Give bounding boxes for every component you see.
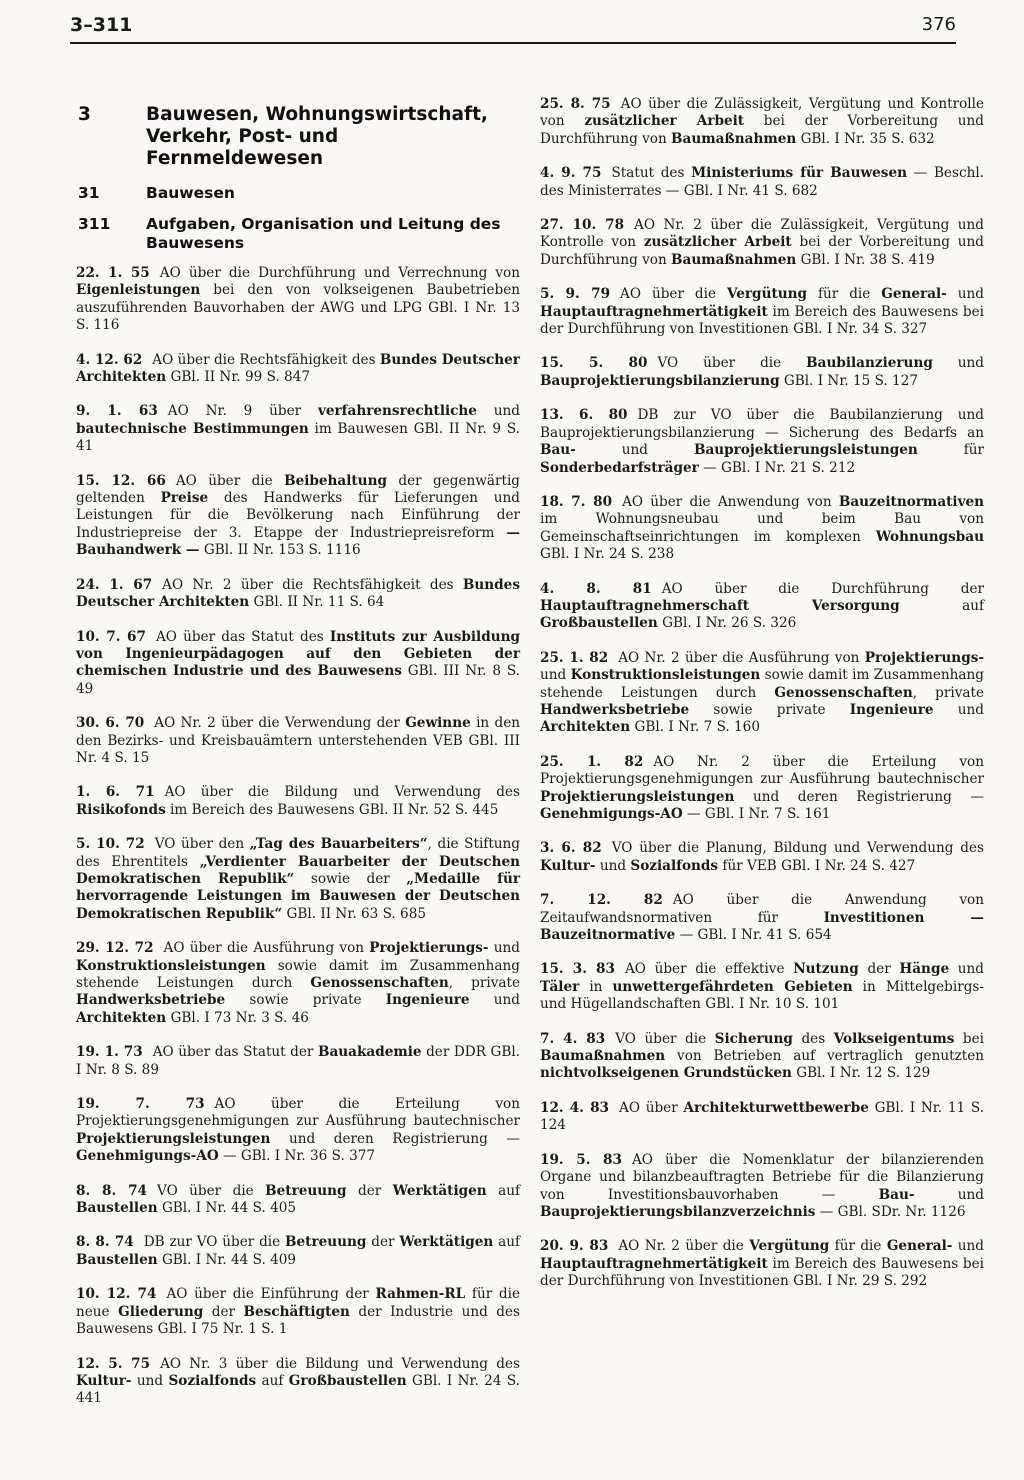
law-entry <box>540 407 984 477</box>
entry-keyword: Bundes Deutscher Architekten <box>76 576 520 611</box>
entry-text: AO Nr. 2 über die Rechtsfähigkeit des <box>162 576 463 593</box>
entry-text: GBl. I Nr. 24 S. 238 <box>540 546 675 563</box>
entry-text: sowie private <box>225 992 386 1009</box>
entry-text: bei <box>954 1030 985 1047</box>
entry-text: bei der Vorbereitung und Durchführung von <box>540 234 984 268</box>
entry-text: sowie der <box>294 870 407 887</box>
left-column <box>76 96 520 1425</box>
entry-keyword: Großbaustellen <box>288 1372 407 1389</box>
entry-text: und <box>488 940 520 957</box>
entry-keyword: Eigenleistungen <box>76 282 201 299</box>
entry-keyword: Genossenschaften <box>310 975 449 991</box>
entry-date: 15. 5. 80 <box>540 355 648 372</box>
entry-keyword: — Bauhandwerk — <box>76 524 520 559</box>
entry-keyword: Sicherung <box>714 1030 793 1047</box>
entry-keyword: Projektierungs- <box>369 940 489 957</box>
law-entry <box>540 754 984 824</box>
entry-text: sowie damit im Zusammenhang stehende Leistungen durch <box>76 957 520 991</box>
entry-keyword: Architekturwettbewerbe <box>683 1099 869 1116</box>
entry-text: und deren Registrierung — <box>270 1130 520 1147</box>
entry-keyword: Handwerksbetriebe <box>76 992 226 1009</box>
entry-text: GBl. I Nr. 26 S. 326 <box>657 615 797 632</box>
entry-keyword: bautechnische Bestimmungen <box>76 420 309 437</box>
entry-keyword: Beibehaltung <box>284 472 387 489</box>
entry-keyword: General- <box>881 286 947 303</box>
entry-text: DB zur VO über die Baubilanzierung und Bauprojektierungsbilanzierung — Sicherung des Bedarfs an <box>540 407 984 441</box>
entry-keyword: Projektierungsleistungen <box>540 788 735 805</box>
left-entry-list <box>76 265 520 1408</box>
entry-text: AO Nr. 2 über die Ausführung von <box>618 649 865 666</box>
entry-text: für die neue <box>76 1286 520 1320</box>
entry-text: und <box>131 1372 169 1389</box>
entry-keyword: Hänge <box>899 961 950 978</box>
entry-keyword: Kultur- <box>540 857 596 874</box>
entry-text: von Betrieben auf vertraglich genutzten <box>665 1048 984 1065</box>
entry-text: des <box>792 1030 834 1047</box>
entry-keyword: Betreuung <box>265 1182 347 1199</box>
chapter-title: Bauwesen, Wohnungswirtschaft, Verkehr, Post- und Fernmeldewesen <box>146 104 488 169</box>
entry-keyword: Genehmigungs-AO <box>76 1148 219 1165</box>
entry-keyword: Betreuung <box>285 1234 367 1251</box>
entry-keyword: Baubilanzierung <box>806 355 933 372</box>
entry-text: der gegenwärtig geltenden <box>76 472 521 507</box>
right-column <box>540 96 984 1308</box>
entry-text: AO über die Anwendung von Zeitaufwandsnormativen für <box>540 892 984 926</box>
entry-text: im Bereich des Bauwesens GBl. II Nr. 52 S. 445 <box>165 801 499 818</box>
entry-keyword: Bauprojektierungsbilanzierung <box>540 372 780 389</box>
entry-keyword: Vergütung <box>726 286 808 303</box>
entry-text: Statut des <box>611 165 692 182</box>
entry-text: der DDR GBl. I Nr. 8 S. 89 <box>76 1044 521 1078</box>
entry-keyword: Risikofonds <box>76 801 166 818</box>
entry-keyword: Bundes Deutscher Architekten <box>76 351 520 386</box>
law-entry <box>76 352 520 387</box>
entry-date: 30. 6. 70 <box>76 715 145 732</box>
entry-keyword: Baustellen <box>76 1200 158 1217</box>
section-title: Bauwesen <box>146 184 235 202</box>
entry-text: AO über die <box>175 472 285 489</box>
entry-keyword: Instituts zur Ausbildung von Ingenieurpädagogen auf den Gebieten der chemischen Industrie und des Bauwesens <box>76 628 520 680</box>
entry-text: VO über die Planung, Bildung und Verwendung des <box>611 840 984 857</box>
entry-keyword: Architekten <box>540 719 631 736</box>
entry-keyword: Ingenieure <box>385 992 470 1009</box>
entry-date: 4. 9. 75 <box>540 165 602 182</box>
law-entry <box>76 473 520 560</box>
entry-keyword: Sonderbedarfsträger <box>540 459 699 476</box>
entry-keyword: „Verdienter Bauarbeiter der Deutschen Demokratischen Republik“ <box>76 853 521 887</box>
entry-keyword: Gewinne <box>405 715 471 732</box>
entry-text: und <box>469 992 520 1009</box>
entry-text: für VEB GBl. I Nr. 24 S. 427 <box>718 857 916 874</box>
entry-text: AO Nr. 2 über die Erteilung von Projektierungsgenehmigungen zur Ausführung bautechnischer <box>540 753 984 788</box>
entry-text: GBl. II Nr. 63 S. 685 <box>282 905 426 922</box>
entry-date: 3. 6. 82 <box>540 840 602 857</box>
entry-text: AO über das Statut der <box>152 1044 318 1061</box>
entry-text: im Bereich des Bauwesens bei der Durchführung von Investitionen GBl. I Nr. 29 S. 292 <box>540 1255 984 1290</box>
law-entry <box>540 650 984 737</box>
law-entry <box>76 940 520 1027</box>
entry-date: 7. 4. 83 <box>540 1030 606 1047</box>
entry-keyword: Projektierungsleistungen <box>76 1130 271 1147</box>
page-number: 376 <box>921 14 956 35</box>
entry-text: , private <box>448 975 520 991</box>
entry-date: 20. 9. 83 <box>540 1238 609 1255</box>
entry-date: 19. 1. 73 <box>76 1044 143 1061</box>
entry-text: — GBl. I Nr. 7 S. 161 <box>682 806 831 822</box>
entry-text: und <box>933 701 984 718</box>
entry-date: 29. 12. 72 <box>76 940 154 957</box>
entry-text: und <box>540 667 571 684</box>
entry-text: im Bauwesen GBl. II Nr. 9 S. 41 <box>76 420 520 455</box>
entry-keyword: Bauprojektierungsbilanzverzeichnis <box>540 1203 816 1220</box>
entry-keyword: Baumaßnahmen <box>671 130 797 147</box>
entry-text: und <box>932 355 984 372</box>
entry-keyword: Nutzung <box>793 961 859 978</box>
entry-text: AO über die Ausführung von <box>163 940 370 957</box>
entry-date: 25. 8. 75 <box>540 96 611 112</box>
entry-text: bei den von volkseigenen Baubetrieben auszuführenden Bauvorhaben der AWG und LPG GBl. I Nr. 13 S. 116 <box>76 282 520 334</box>
entry-text: und <box>595 857 631 874</box>
entry-keyword: Investitionen — Bauzeitnormative <box>540 909 984 944</box>
entry-text: im Wohnungsneubau und beim Bau von Gemeinschaftseinrichtungen im komplexen <box>540 511 984 545</box>
chapter-number: 3 <box>78 104 91 125</box>
law-entry <box>76 1356 520 1408</box>
entry-text: AO Nr. 3 über die Bildung und Verwendung des <box>160 1355 520 1372</box>
entry-date: 10. 12. 74 <box>76 1286 157 1303</box>
entry-keyword: unwettergefährdeten Gebieten <box>612 978 853 995</box>
entry-text: VO über die <box>657 355 807 372</box>
entry-keyword: Bau- <box>540 442 576 459</box>
law-entry <box>540 165 984 200</box>
entry-date: 25. 1. 82 <box>540 649 609 666</box>
law-entry <box>540 355 984 390</box>
entry-text: in den den Bezirks- und Kreisbauämtern unterstehenden VEB GBl. III Nr. 4 S. 15 <box>76 715 520 766</box>
entry-keyword: Bau- <box>878 1186 915 1203</box>
entry-date: 5. 10. 72 <box>76 836 145 853</box>
entry-keyword: Sozialfonds <box>630 857 719 874</box>
entry-text: — GBl. I Nr. 36 S. 377 <box>218 1148 376 1165</box>
entry-text: für die <box>829 1238 887 1255</box>
entry-keyword: Sozialfonds <box>168 1372 257 1389</box>
entry-date: 13. 6. 80 <box>540 407 628 424</box>
entry-keyword: zusätzlicher Arbeit <box>584 113 745 130</box>
entry-text: und <box>946 286 984 303</box>
entry-date: 25. 1. 82 <box>540 753 644 770</box>
law-entry <box>76 836 520 923</box>
entry-keyword: „Medaille für hervorragende Leistungen im Bauwesen der Deutschen Demokratischen Republik“ <box>76 870 520 922</box>
entry-text: der <box>346 1182 393 1199</box>
law-entry <box>76 1286 520 1338</box>
entry-text: der Industrie und des Bauwesens GBl. I 75 Nr. 1 S. 1 <box>76 1303 521 1338</box>
entry-date: 15. 12. 66 <box>76 472 166 489</box>
entry-text: VO über den <box>154 836 250 853</box>
law-entry <box>540 961 984 1013</box>
entry-text: AO über die Durchführung und Verrechnung von <box>159 265 520 281</box>
entry-keyword: Konstruktionsleistungen <box>570 667 761 684</box>
law-entry <box>540 217 984 269</box>
entry-text: — GBl. I Nr. 21 S. 212 <box>698 459 856 476</box>
entry-keyword: Bauakademie <box>317 1044 422 1061</box>
entry-text: in Mittelgebirgs- und Hügellandschaften GBl. I Nr. 10 S. 101 <box>540 978 984 1013</box>
entry-keyword: nichtvolkseigenen Grundstücken <box>540 1065 792 1082</box>
right-entry-list <box>540 96 984 1291</box>
entry-date: 8. 8. 74 <box>76 1234 134 1251</box>
entry-text: auf <box>256 1372 289 1389</box>
entry-text: AO über die Nomenklatur der bilanzierenden Organe und bilanzbeauftragten Betriebe für die Bilanzierung von Investitionsbauvorhaben — <box>540 1151 984 1203</box>
law-entry <box>540 1152 984 1222</box>
entry-text: GBl. I Nr. 44 S. 405 <box>157 1200 297 1217</box>
entry-text: AO Nr. 2 über die Verwendung der <box>154 715 406 732</box>
entry-text: AO über die Einführung der <box>166 1286 376 1303</box>
entry-date: 5. 9. 79 <box>540 286 611 303</box>
entry-text: GBl. II Nr. 99 S. 847 <box>166 369 310 386</box>
entry-text: AO über die effektive <box>624 961 794 978</box>
entry-keyword: Preise <box>160 490 209 507</box>
entry-text: GBl. I Nr. 15 S. 127 <box>779 372 919 389</box>
entry-keyword: Gliederung <box>118 1303 204 1320</box>
entry-date: 18. 7. 80 <box>540 493 613 510</box>
entry-keyword: Genossenschaften <box>774 684 913 701</box>
entry-date: 12. 4. 83 <box>540 1099 610 1116</box>
entry-text: — GBl. I Nr. 41 S. 654 <box>675 927 832 944</box>
entry-text: GBl. I Nr. 11 S. 124 <box>540 1099 984 1134</box>
entry-date: 8. 8. 74 <box>76 1182 148 1199</box>
header-rule <box>70 42 956 44</box>
law-entry <box>540 286 984 338</box>
entry-text: auf <box>493 1234 521 1251</box>
entry-keyword: Täler <box>540 978 580 995</box>
entry-text: im Bereich des Bauwesens bei der Durchführung von Investitionen GBl. I Nr. 34 S. 327 <box>540 303 984 338</box>
entry-text: , private <box>912 684 984 701</box>
subsection-title: Aufgaben, Organisation und Leitung des Bauwesens <box>146 215 501 252</box>
entry-text: VO über die <box>615 1030 715 1047</box>
entry-keyword: Ministeriums für Bauwesen <box>691 165 907 182</box>
entry-date: 22. 1. 55 <box>76 265 150 281</box>
subsection-number: 311 <box>78 215 111 233</box>
law-entry <box>76 1096 520 1166</box>
entry-text: bei der Vorbereitung und Durchführung von <box>540 113 984 147</box>
entry-text: AO über die Zulässigkeit, Vergütung und Kontrolle von <box>540 96 984 130</box>
entry-keyword: Hauptauftragnehmertätigkeit <box>540 1255 768 1272</box>
entry-text: GBl. I Nr. 35 S. 632 <box>796 130 935 147</box>
entry-keyword: General- <box>886 1238 953 1255</box>
subsection-heading <box>78 215 520 253</box>
law-entry <box>540 892 984 944</box>
entry-text: GBl. I Nr. 7 S. 160 <box>630 719 760 736</box>
entry-keyword: Rahmen-RL <box>375 1286 466 1303</box>
entry-date: 1. 6. 71 <box>76 784 155 801</box>
law-entry <box>540 494 984 564</box>
entry-text: für <box>917 442 984 459</box>
law-entry <box>76 784 520 819</box>
entry-text: für die <box>807 286 882 303</box>
entry-text: AO über die Anwendung von <box>622 493 839 510</box>
entry-text: und <box>949 961 984 978</box>
law-entry <box>76 715 520 767</box>
entry-text: und <box>575 442 694 459</box>
entry-text: AO Nr. 2 über die Zulässigkeit, Vergütung und Kontrolle von <box>540 217 984 251</box>
law-entry <box>540 1100 984 1135</box>
entry-text: sowie private <box>689 701 850 718</box>
law-entry <box>76 577 520 612</box>
entry-text: der <box>858 961 900 978</box>
entry-text: GBl. II Nr. 11 S. 64 <box>249 594 385 611</box>
entry-keyword: zusätzlicher Arbeit <box>643 234 792 251</box>
entry-keyword: Werktätigen <box>399 1234 494 1251</box>
entry-text: GBl. I Nr. 38 S. 419 <box>796 251 935 268</box>
entry-keyword: „Tag des Bauarbeiters“ <box>249 836 428 853</box>
entry-keyword: Handwerksbetriebe <box>540 701 690 718</box>
entry-date: 4. 12. 62 <box>76 351 143 368</box>
entry-text: , die Stiftung des Ehrentitels <box>76 836 520 870</box>
entry-text: GBl. I Nr. 12 S. 129 <box>791 1065 931 1082</box>
entry-text: AO über die Erteilung von Projektierungsgenehmigungen zur Ausführung bautechnischer <box>76 1096 520 1130</box>
law-entry <box>76 265 520 335</box>
entry-text: auf <box>899 597 984 614</box>
entry-text: AO über die Durchführung der <box>661 580 985 597</box>
chapter-heading <box>78 104 520 170</box>
law-entry <box>76 629 520 699</box>
entry-keyword: Ingenieure <box>849 701 934 718</box>
law-entry <box>540 96 984 148</box>
law-entry <box>76 1044 520 1079</box>
entry-keyword: Hauptauftragnehmerschaft Versorgung <box>540 597 900 614</box>
section-number: 31 <box>78 184 100 202</box>
entry-keyword: verfahrensrechtliche <box>317 403 477 420</box>
entry-text: und deren Registrierung — <box>734 788 984 805</box>
entry-text: GBl. III Nr. 8 S. 49 <box>76 663 521 697</box>
entry-keyword: Projektierungs- <box>864 649 984 666</box>
law-entry <box>540 840 984 875</box>
entry-text: GBl. I 73 Nr. 3 S. 46 <box>166 1009 309 1026</box>
entry-text: und <box>914 1186 984 1203</box>
law-entry <box>76 1234 520 1269</box>
entry-text: auf <box>486 1182 521 1199</box>
law-entry <box>76 1183 520 1218</box>
entry-keyword: Baumaßnahmen <box>540 1048 666 1065</box>
entry-text: AO über <box>619 1099 684 1116</box>
entry-keyword: Wohnungsbau <box>875 528 984 545</box>
entry-keyword: Volkseigentums <box>833 1030 955 1047</box>
entry-date: 9. 1. 63 <box>76 403 158 420</box>
entry-text: und <box>952 1238 985 1255</box>
entry-text: sowie damit im Zusammenhang stehende Leistungen durch <box>540 667 984 701</box>
entry-text: AO über die Rechtsfähigkeit des <box>152 351 380 368</box>
entry-keyword: Beschäftigten <box>243 1303 350 1320</box>
entry-date: 15. 3. 83 <box>540 961 615 978</box>
entry-text: und <box>476 403 520 420</box>
entry-text: des Handwerks für Lieferungen und Leistungen für die Bevölkerung nach Einführung der Industriepreise der 3. Etappe der Industriepreisreform <box>76 490 520 541</box>
entry-text: — GBl. SDr. Nr. 1126 <box>815 1203 966 1220</box>
entry-text: AO über die <box>620 286 727 303</box>
entry-keyword: Bauzeitnormativen <box>838 493 984 510</box>
entry-date: 12. 5. 75 <box>76 1355 151 1372</box>
entry-keyword: Architekten <box>76 1009 167 1026</box>
entry-date: 19. 7. 73 <box>76 1096 205 1113</box>
entry-text: GBl. I Nr. 44 S. 409 <box>157 1251 297 1268</box>
entry-keyword: Baumaßnahmen <box>671 251 797 268</box>
page-code: 3–311 <box>70 14 133 36</box>
entry-date: 19. 5. 83 <box>540 1151 622 1168</box>
entry-text: GBl. II Nr. 153 S. 1116 <box>199 542 361 559</box>
law-entry <box>76 403 520 455</box>
entry-keyword: Vergütung <box>749 1238 830 1255</box>
entry-date: 7. 12. 82 <box>540 892 663 909</box>
entry-text: AO über die Bildung und Verwendung des <box>164 784 520 801</box>
entry-keyword: Genehmigungs-AO <box>540 806 683 822</box>
entry-text: der <box>203 1303 244 1320</box>
entry-date: 27. 10. 78 <box>540 217 625 234</box>
entry-keyword: Baustellen <box>76 1251 158 1268</box>
entry-date: 10. 7. 67 <box>76 628 146 645</box>
law-entry <box>540 1031 984 1083</box>
entry-keyword: Konstruktionsleistungen <box>76 957 266 974</box>
entry-text: der <box>366 1234 400 1251</box>
entry-text: AO über das Statut des <box>155 628 330 645</box>
law-entry <box>540 581 984 633</box>
entry-text: GBl. I Nr. 24 S. 441 <box>76 1372 520 1407</box>
entry-text: in <box>579 978 613 995</box>
entry-keyword: Werktätigen <box>392 1182 487 1199</box>
entry-text: DB zur VO über die <box>143 1234 286 1251</box>
entry-keyword: Hauptauftragnehmertätigkeit <box>540 303 768 320</box>
entry-text: AO Nr. 2 über die <box>618 1238 750 1255</box>
entry-date: 4. 8. 81 <box>540 580 652 597</box>
entry-text: AO Nr. 9 über <box>167 403 318 420</box>
entry-date: 24. 1. 67 <box>76 576 153 593</box>
entry-text: — Beschl. des Ministerrates — GBl. I Nr. 41 S. 682 <box>540 165 984 199</box>
entry-text: VO über die <box>157 1182 266 1199</box>
entry-keyword: Kultur- <box>76 1372 132 1389</box>
entry-keyword: Großbaustellen <box>540 615 658 632</box>
section-heading <box>78 184 520 203</box>
law-entry <box>540 1238 984 1290</box>
entry-keyword: Bauprojektierungsleistungen <box>693 442 918 459</box>
